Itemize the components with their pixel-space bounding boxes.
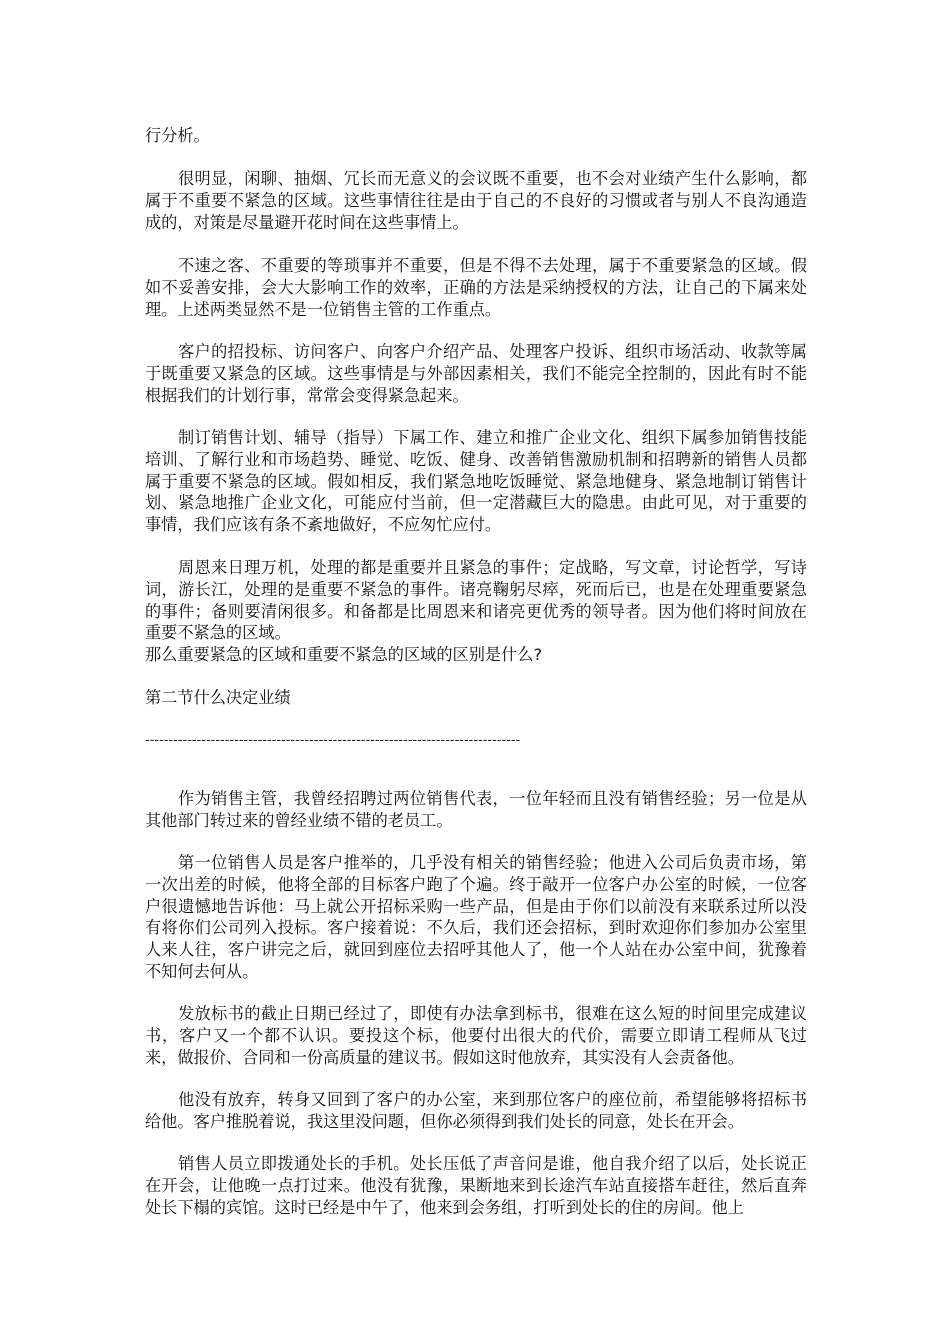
paragraph-important-urgent: 客户的招投标、访问客户、向客户介绍产品、处理客户投诉、组织市场活动、收款等属于既重要又紧急的区域。这些事情是与外部因素相关，我们不能完全控制的，因此有时不能根据我们的计划行事，常常会变得紧急起来。 (145, 342, 807, 405)
paragraph-deadline: 发放标书的截止日期已经过了，即使有办法拿到标书，很难在这么短的时间里完成建议书，客户又一个都不认识。要投这个标，他要付出很大的代价，需要立即请工程师从飞过来，做报价、合同和一份高质量的建议书。假如这时他放弃，其实没有人会责备他。 (145, 1004, 807, 1067)
question-line: 那么重要紧急的区域和重要不紧急的区域的区别是什么? (145, 645, 543, 664)
divider-line: -------------------------------------------------------------------------------- (145, 733, 521, 748)
paragraph-important-not-urgent: 制订销售计划、辅导（指导）下属工作、建立和推广企业文化、组织下属参加销售技能培训、了解行业和市场趋势、睡觉、吃饭、健身、改善销售激励机制和招聘新的销售人员都属于重要不紧急的区域。假如相反，我们紧急地吃饭睡觉、紧急地健身、紧急地制订销售计划、紧急地推广企业文化，可能应付当前，但一定潜藏巨大的隐患。由此可见，对于重要的事情，我们应该有条不紊地做好，不应匆忙应付。 (145, 428, 807, 535)
paragraph-called-director: 销售人员立即拨通处长的手机。处长压低了声音问是谁，他自我介绍了以后，处长说正在开会，让他晚一点打过来。他没有犹豫，果断地来到长途汽车站直接搭车赶往，然后直奔处长下榻的宾馆。这时已经是中午了，他来到会务组，打听到处长的住的房间。他上 (145, 1154, 807, 1217)
paragraph-unimportant-not-urgent: 很明显，闲聊、抽烟、冗长而无意义的会议既不重要，也不会对业绩产生什么影响，都属于不重要不紧急的区域。这些事情往往是由于自己的不良好的习惯或者与别人不良沟通造成的，对策是尽量避开花时间在这些事情上。 (145, 169, 807, 232)
section-heading: 第二节什么决定业绩 (145, 688, 291, 707)
paragraph-zhou-enlai: 周恩来日理万机，处理的都是重要并且紧急的事件；定战略，写文章，讨论哲学，写诗词，游长江，处理的是重要不紧急的事件。诸亮鞠躬尽瘁，死而后已，也是在处理重要紧急的事件；备则要清闲很多。和备都是比周恩来和诸亮更优秀的领导者。因为他们将时间放在重要不紧急的区域。 (145, 558, 807, 643)
paragraph-did-not-give-up: 他没有放弃，转身又回到了客户的办公室，来到那位客户的座位前，希望能够将招标书给他。客户推脱着说，我这里没问题，但你必须得到我们处长的同意，处长在开会。 (145, 1090, 807, 1131)
paragraph-first-salesperson: 第一位销售人员是客户推举的，几乎没有相关的销售经验；他进入公司后负责市场，第一次出差的时候，他将全部的目标客户跑了个遍。终于敲开一位客户办公室的时候，一位客户很遗憾地告诉他：马上就公开招标采购一些产品，但是由于你们以前没有来联系过所以没有将你们公司列入投标。客户接着说：不久后，我们还会招标，到时欢迎你们参加办公室里人来人往，客户讲完之后，就回到座位去招呼其他人了，他一个人站在办公室中间，犹豫着不知何去何从。 (145, 853, 807, 981)
intro-fragment: 行分析。 (145, 126, 210, 145)
paragraph-unimportant-urgent: 不速之客、不重要的等琐事并不重要，但是不得不去处理，属于不重要紧急的区域。假如不妥善安排，会大大影响工作的效率，正确的方法是采纳授权的方法，让自己的下属来处理。上述两类显然不是一位销售主管的工作重点。 (145, 256, 807, 319)
paragraph-two-hires: 作为销售主管，我曾经招聘过两位销售代表，一位年轻而且没有销售经验；另一位是从其他部门转过来的曾经业绩不错的老员工。 (145, 789, 807, 830)
